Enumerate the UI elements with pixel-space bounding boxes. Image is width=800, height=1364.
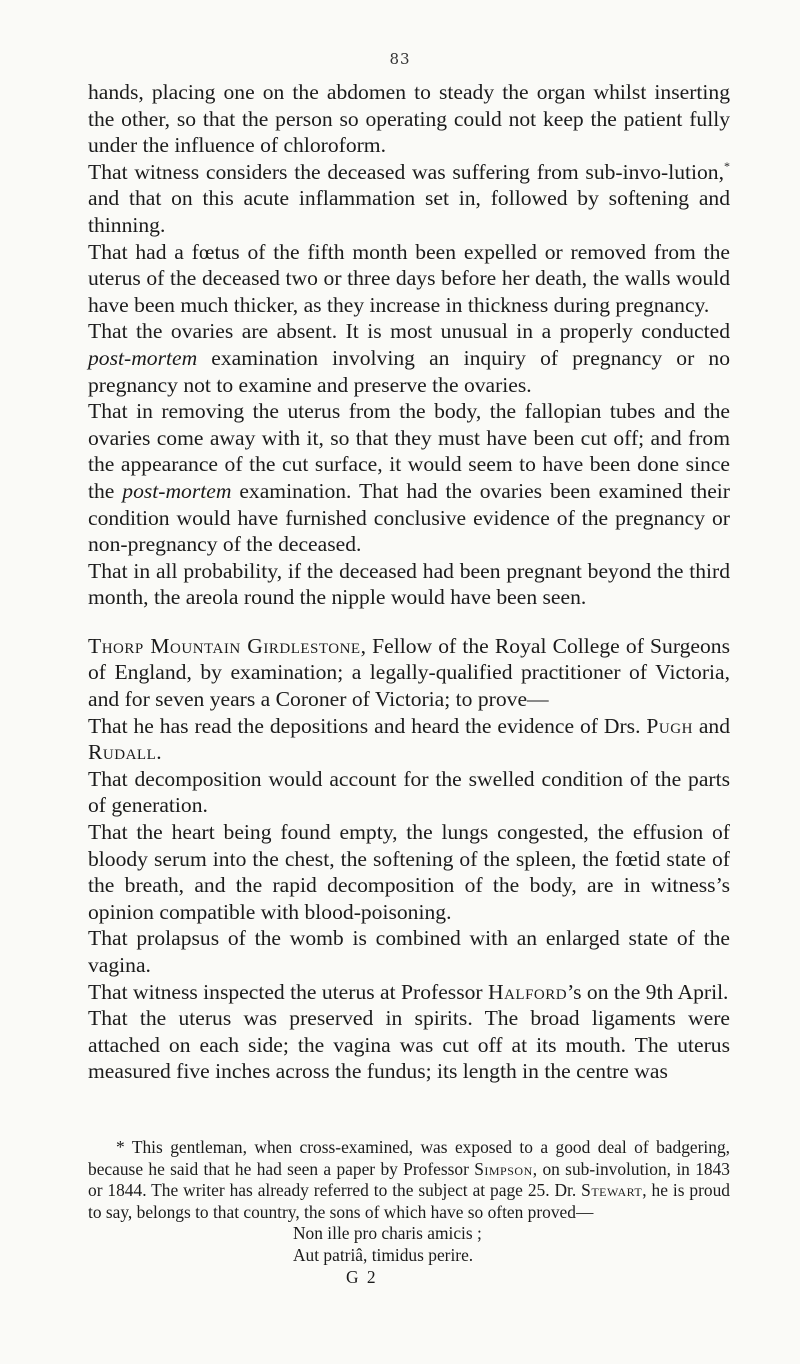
footnote-text-part: , he is proud to say, belongs to that country, the sons of which have so often proved— xyxy=(88,1180,730,1222)
witness-heading-paragraph xyxy=(88,633,730,713)
paragraph xyxy=(88,398,730,558)
paragraph-text: . xyxy=(156,740,162,765)
footnote-mark: * xyxy=(116,1137,125,1157)
paragraph xyxy=(88,713,730,766)
paragraph-text: examination. That had the ovaries been examined their condition would have furnished conclusive evidence of the pregnancy or non-pregnancy of the deceased. xyxy=(88,478,730,557)
paragraph-text: That the heart being found empty, the lungs congested, the effusion of bloody serum into the chest, the softening of the spleen, the fœtid state of the breath, and the rapid decomposition of the body, are in witness’s opinion compatible with blood-poisoning. xyxy=(88,820,730,924)
footnote-text-part: , on sub-involution, in 1843 or 1844. The writer has already referred to the subject at page 25. Dr. xyxy=(88,1158,730,1201)
verse-line: Non ille pro charis amicis ; xyxy=(293,1223,482,1244)
paragraph-text: That witness considers the deceased was suffering from sub-invo-lution, xyxy=(88,159,724,184)
paragraph xyxy=(88,318,730,398)
paragraph-text: That in all probability, if the deceased had been pregnant beyond the third month, the areola round the nipple would have been seen. xyxy=(88,558,730,610)
paragraph-text: hands, placing one on the abdomen to steady the organ whilst inserting the other, so that the person so operating could not keep the patient fully under the influence of chloroform. xyxy=(88,80,730,158)
person-name: Pugh xyxy=(646,713,693,738)
paragraph-text: , Fellow of the Royal College of Surgeons of England, by examination; a legally-qualified practitioner of Victoria, and for seven years a Coroner of Victoria; to prove— xyxy=(88,633,730,712)
paragraph xyxy=(88,79,730,159)
verse-line: Aut patriâ, timidus perire. xyxy=(293,1244,474,1265)
paragraph-text: That decomposition would account for the swelled condition of the parts of generation. xyxy=(88,766,730,818)
paragraph-text: That witness inspected the uterus at Professor xyxy=(88,979,488,1004)
paragraph-text: That in removing the uterus from the body, the fallopian tubes and the ovaries come away with it, so that they must have been cut off; and from the appearance of the cut surface, it would seem to have been done since the xyxy=(88,399,730,503)
footnote xyxy=(88,1137,730,1288)
paragraph-text: ’s on the 9th April. xyxy=(567,979,729,1004)
printer-signature: G 2 xyxy=(346,1266,378,1287)
paragraph xyxy=(88,979,730,1006)
footnote-reference: * xyxy=(724,158,730,173)
footnote-text-part: This gentleman, when cross-examined, was exposed to a good deal of badgering, because he said that he had seen a paper by Professor xyxy=(88,1137,730,1179)
main-text xyxy=(88,79,730,1085)
paragraph xyxy=(88,239,730,319)
italic-term: post-mortem xyxy=(122,478,232,503)
paragraph-text: and that on this acute inflammation set in, followed by softening and thinning. xyxy=(88,186,730,237)
paragraph xyxy=(88,558,730,611)
italic-term: post-mortem xyxy=(88,345,198,370)
paragraph xyxy=(88,766,730,819)
paragraph-text: That he has read the depositions and heard the evidence of Drs. xyxy=(88,713,647,738)
person-name: Halford xyxy=(488,979,568,1004)
paragraph-text: That had a fœtus of the fifth month been expelled or removed from the uterus of the deceased two or three days before her death, the walls would have been much thicker, as they increase in thickness during pregnancy. xyxy=(88,239,730,317)
paragraph-text: That the uterus was preserved in spirits. The broad ligaments were attached on each side; the vagina was cut off at its mouth. The uterus measured five inches across the fundus; its length in the centre was xyxy=(88,1006,730,1084)
witness-name: Thorp Mountain Girdlestone xyxy=(88,633,361,658)
paragraph-text: That prolapsus of the womb is combined with an enlarged state of the vagina. xyxy=(88,926,730,977)
paragraph-text: and xyxy=(692,713,730,738)
paragraph xyxy=(88,819,730,925)
person-name: Simpson xyxy=(474,1158,533,1179)
paragraph xyxy=(88,925,730,978)
paragraph xyxy=(88,1005,730,1085)
page-number: 83 xyxy=(389,50,411,68)
paragraph xyxy=(88,159,730,239)
person-name: Stewart xyxy=(581,1180,643,1201)
paragraph-text: That the ovaries are absent. It is most unusual in a properly conducted xyxy=(88,319,730,344)
footnote-text xyxy=(88,1137,730,1223)
person-name: Rudall xyxy=(88,740,157,765)
paragraph-text: examination involving an inquiry of pregnancy or no pregnancy not to examine and preserve the ovaries. xyxy=(88,345,730,397)
